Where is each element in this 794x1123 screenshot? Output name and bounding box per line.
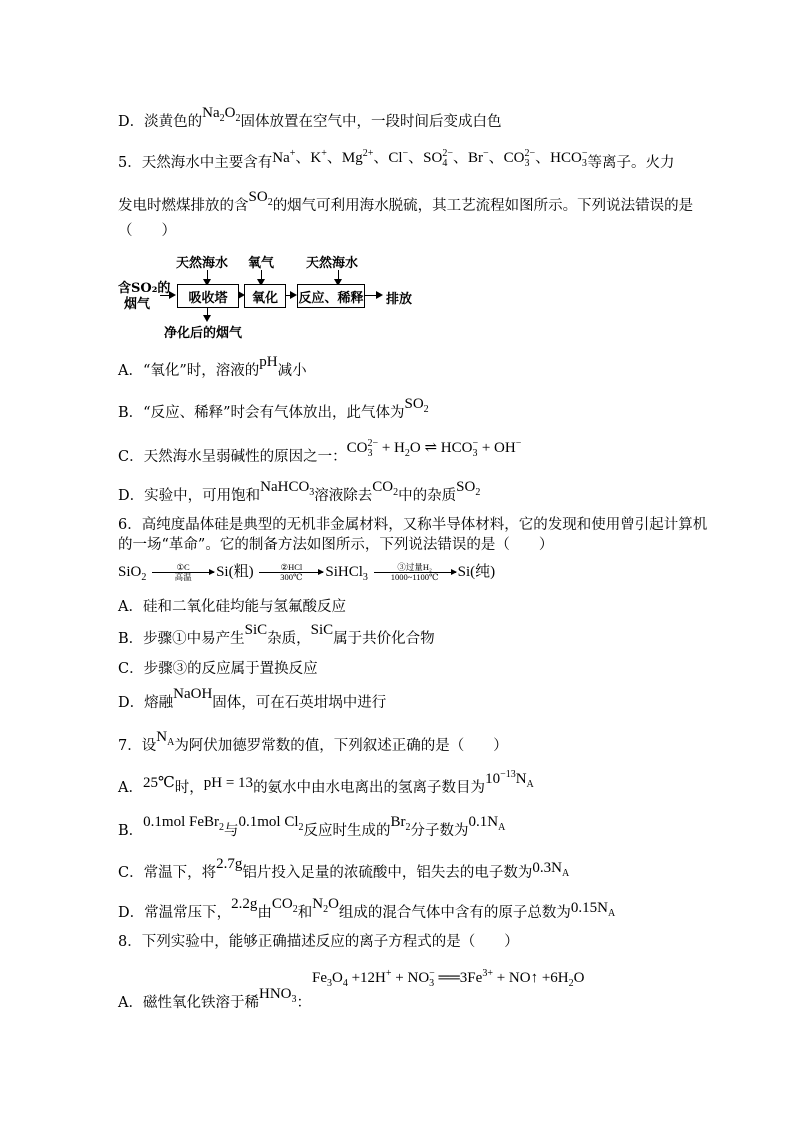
na2o2-formula: $Na_2O_2$: [202, 105, 241, 124]
arrow-oxygen: [261, 270, 262, 284]
oxygen-label: 氧气: [248, 256, 275, 271]
arrow-seawater1: [207, 270, 208, 284]
q7-option-a: A．25℃时，pH = 13的氨水中由水电离出的氢离子数目为$10^{-13}N_A$: [118, 769, 534, 796]
inlet-label: 含SO₂的: [118, 281, 171, 296]
seawater-label-1: 天然海水: [176, 256, 229, 271]
q5-option-b: B．“反应、稀释”时会有气体放出，此气体为$SO_2$: [118, 396, 429, 421]
q8-stem: 8．下列实验中，能够正确描述反应的离子方程式的是（ ）: [118, 934, 519, 950]
step3-arrow: ③过量H₂ 1000~1100℃: [374, 563, 456, 582]
q5-stem-line1: 5．天然海水中主要含有Na+、K+、$Mg^{2+}$、Cl−、$SO_4^{2-}$、Br−、$CO_3^{2-}$、$HCO_3^-$等离子。火力: [118, 148, 675, 171]
q8-option-a-equation: $Fe_3O_4 +12H^+ + NO_3^-$ $══3Fe^{3+}$ + NO↑ $+6H_2O$: [312, 968, 585, 989]
q7-option-d: D．常温常压下，2.2g由$CO_2$和$N_2O$组成的混合气体中含有的原子总数为$0.15N_A$: [118, 896, 616, 921]
arrow-outlet: [365, 295, 381, 296]
q6-option-c: C．步骤③的反应属于置换反应: [118, 661, 318, 677]
q8-option-a: A．磁性氧化铁溶于稀$HNO_3$：: [118, 986, 311, 1011]
q6-option-a: A．硅和二氧化硅均能与氢氟酸反应: [118, 599, 346, 615]
q7-option-b: B．0.1mol FeBr$_2$与0.1mol $Cl_2$反应时生成的$Br_2$分子数为$0.1N_A$: [118, 814, 506, 839]
q6-option-d: D．熔融NaOH固体，可在石英坩埚中进行: [118, 686, 387, 711]
arrow-2-3: [286, 295, 295, 296]
absorber-box: 吸收塔: [177, 284, 239, 308]
step1-arrow: ①C 高温: [152, 563, 214, 582]
seawater-label-2: 天然海水: [306, 256, 359, 271]
arrow-clean: [207, 308, 208, 320]
q5-option-c: C．天然海水呈弱碱性的原因之一：$CO_3^{2-} + H_2O$ ⇌ $HCO_3^- + OH^-$: [118, 438, 522, 465]
step2-arrow: ②HCl 300℃: [259, 563, 323, 582]
arrow-seawater2: [338, 270, 339, 284]
q7-option-c: C．常温下，将2.7g铝片投入足量的浓硫酸中，铝失去的电子数为$0.3N_A$: [118, 856, 570, 881]
q5-paren: （ ）: [118, 223, 176, 239]
q6-stem-line1: 6．高纯度晶体硅是典型的无机非金属材料，又称半导体材料，它的发现和使用曾引起计算机: [118, 517, 708, 533]
outlet-label: 排放: [386, 292, 413, 307]
clean-gas-label: 净化后的烟气: [164, 326, 243, 341]
q5-option-d: D．实验中，可用饱和NaHCO$_3$溶液除去$CO_2$中的杂质$SO_2$: [118, 479, 481, 504]
q5-stem-line2: 发电时燃煤排放的含$SO_2$的烟气可利用海水脱硫，其工艺流程如图所示。下列说法错误的是: [118, 189, 694, 214]
arrow-inlet: [160, 295, 174, 296]
arrow-1-2: [239, 295, 243, 296]
q5-option-a: A．“氧化”时，溶液的pH减小: [118, 354, 307, 379]
q6-option-b: B．步骤①中易产生SiC杂质，SiC属于共价化合物: [118, 622, 435, 647]
oxidation-box: 氧化: [244, 284, 286, 308]
inlet-label-2: 烟气: [124, 297, 151, 312]
hydrolysis-equation: $CO_3^{2-} + H_2O$ ⇌ $HCO_3^- + OH^-$: [346, 438, 522, 459]
reaction-box: 反应、稀释: [297, 284, 365, 308]
ion-list: Na+、K+、$Mg^{2+}$、Cl−、$SO_4^{2-}$、Br−、$CO_3^{2-}$、$HCO_3^-$: [272, 148, 588, 169]
q4-option-d: D．淡黄色的$Na_2O_2$固体放置在空气中，一段时间后变成白色: [118, 105, 502, 130]
q6-stem-line2: 的一场“革命”。它的制备方法如图所示，下列说法错误的是（ ）: [118, 537, 554, 553]
silicon-prep-chain: SiO$_2$ ①C 高温 Si(粗) ②HCl 300℃ SiHCl$_3$ ③过量H₂ 1000~1100℃ Si(纯): [118, 562, 496, 583]
q7-stem: 7．设$N_A$为阿伏加德罗常数的值，下列叙述正确的是（ ）: [118, 729, 508, 754]
